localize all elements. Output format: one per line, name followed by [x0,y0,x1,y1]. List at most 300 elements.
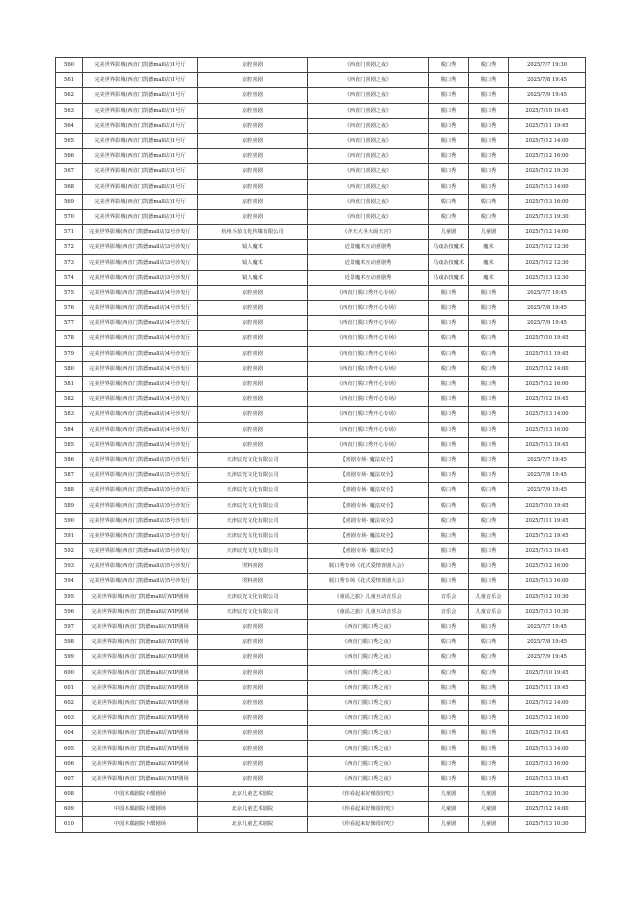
showtime-cell: 2025/7/12 14:00 [509,695,586,710]
organizer-cell: 天津辰光文化有限公司 [198,452,308,467]
showtime-cell: 2025/7/12 14:00 [509,361,586,376]
table-row [56,483,586,498]
show-title-cell: 《西直门喜剧之夜》 [308,103,429,118]
showtime-cell: 2025/7/12 16:00 [509,711,586,726]
venue-cell: 完美世界影城(西直门凯德mall店)1号厅 [83,103,198,118]
category-cell: 儿童剧 [429,802,469,817]
table-row [56,544,586,559]
row-number-cell: 610 [56,817,83,832]
venue-cell: 完美世界影城(西直门凯德mall店)1号厅 [83,149,198,164]
showtime-cell: 2025/7/12 10:30 [509,589,586,604]
category-cell: 脱口秀 [429,741,469,756]
schedule-table [55,57,586,833]
table-row [56,407,586,422]
show-title-cell: 《西直门脱口秀开心专场》 [308,301,429,316]
venue-cell: 完美世界影城(西直门凯德mall店)VIP剧场 [83,680,198,695]
venue-cell: 完美世界影城(西直门凯德mall店)5号沙发厅 [83,513,198,528]
category-cell: 脱口秀 [429,376,469,391]
venue-cell: 完美世界影城(西直门凯德mall店)3号沙发厅 [83,240,198,255]
subcategory-cell: 脱口秀 [469,346,509,361]
subcategory-cell: 脱口秀 [469,88,509,103]
table-row [56,376,586,391]
show-title-cell: 《西直门脱口秀开心专场》 [308,361,429,376]
show-title-cell: 《童谣之旅》儿童互动音乐会 [308,589,429,604]
venue-cell: 完美世界影城(西直门凯德mall店)1号厅 [83,58,198,73]
category-cell: 脱口秀 [429,437,469,452]
show-title-cell: 《西直门脱口秀之夜》 [308,756,429,771]
organizer-cell: 京腔喜剧 [198,376,308,391]
show-title-cell: 《西直门脱口秀开心专场》 [308,422,429,437]
row-number-cell: 576 [56,301,83,316]
row-number-cell: 582 [56,392,83,407]
showtime-cell: 2025/7/8 19:45 [509,635,586,650]
row-number-cell: 578 [56,331,83,346]
category-cell: 儿童剧 [429,225,469,240]
showtime-cell: 2025/7/12 14:00 [509,225,586,240]
table-row [56,301,586,316]
table-row [56,133,586,148]
table-row [56,270,586,285]
subcategory-cell: 脱口秀 [469,559,509,574]
category-cell: 儿童剧 [429,787,469,802]
show-title-cell: 《西直门喜剧之夜》 [308,73,429,88]
show-title-cell: 《西直门脱口秀开心专场》 [308,392,429,407]
showtime-cell: 2025/7/8 19:45 [509,301,586,316]
organizer-cell: 天津辰光文化有限公司 [198,544,308,559]
organizer-cell: 京腔喜剧 [198,726,308,741]
organizer-cell: 京腔喜剧 [198,695,308,710]
organizer-cell: 哭料喜剧 [198,574,308,589]
category-cell: 儿童剧 [429,817,469,832]
row-number-cell: 609 [56,802,83,817]
venue-cell: 完美世界影城(西直门凯德mall店)VIP剧场 [83,665,198,680]
category-cell: 脱口秀 [429,316,469,331]
organizer-cell: 京腔喜剧 [198,392,308,407]
subcategory-cell: 脱口秀 [469,118,509,133]
row-number-cell: 593 [56,559,83,574]
organizer-cell: 京腔喜剧 [198,619,308,634]
showtime-cell: 2025/7/9 19:45 [509,650,586,665]
organizer-cell: 京腔喜剧 [198,665,308,680]
organizer-cell: 天津辰光文化有限公司 [198,604,308,619]
venue-cell: 完美世界影城(西直门凯德mall店)4号沙发厅 [83,331,198,346]
showtime-cell: 2025/7/13 16:00 [509,194,586,209]
subcategory-cell: 脱口秀 [469,498,509,513]
show-title-cell: 《西直门脱口秀开心专场》 [308,331,429,346]
subcategory-cell: 脱口秀 [469,619,509,634]
venue-cell: 完美世界影城(西直门凯德mall店)5号沙发厅 [83,528,198,543]
organizer-cell: 哭料喜剧 [198,559,308,574]
subcategory-cell: 儿童音乐会 [469,589,509,604]
showtime-cell: 2025/7/12 10:30 [509,787,586,802]
venue-cell: 完美世界影城(西直门凯德mall店)4号沙发厅 [83,392,198,407]
subcategory-cell: 儿童剧 [469,225,509,240]
showtime-cell: 2025/7/13 14:00 [509,407,586,422]
row-number-cell: 575 [56,285,83,300]
row-number-cell: 589 [56,498,83,513]
subcategory-cell: 脱口秀 [469,103,509,118]
subcategory-cell: 脱口秀 [469,164,509,179]
table-row [56,437,586,452]
subcategory-cell: 儿童剧 [469,802,509,817]
organizer-cell: 京腔喜剧 [198,422,308,437]
subcategory-cell: 脱口秀 [469,149,509,164]
table-row [56,528,586,543]
showtime-cell: 2025/7/11 19:45 [509,680,586,695]
venue-cell: 完美世界影城(西直门凯德mall店)1号厅 [83,194,198,209]
showtime-cell: 2025/7/13 19:30 [509,209,586,224]
venue-cell: 完美世界影城(西直门凯德mall店)4号沙发厅 [83,346,198,361]
organizer-cell: 京腔喜剧 [198,285,308,300]
venue-cell: 完美世界影城(西直门凯德mall店)4号沙发厅 [83,301,198,316]
show-title-cell: 《西直门喜剧之夜》 [308,58,429,73]
category-cell: 脱口秀 [429,301,469,316]
subcategory-cell: 魔术 [469,270,509,285]
showtime-cell: 2025/7/13 10:30 [509,817,586,832]
row-number-cell: 590 [56,513,83,528]
subcategory-cell: 脱口秀 [469,771,509,786]
row-number-cell: 600 [56,665,83,680]
venue-cell: 完美世界影城(西直门凯德mall店)VIP剧场 [83,695,198,710]
venue-cell: 完美世界影城(西直门凯德mall店)VIP剧场 [83,635,198,650]
row-number-cell: 560 [56,58,83,73]
venue-cell: 完美世界影城(西直门凯德mall店)VIP剧场 [83,771,198,786]
table-row [56,741,586,756]
row-number-cell: 608 [56,787,83,802]
category-cell: 脱口秀 [429,361,469,376]
category-cell: 脱口秀 [429,407,469,422]
show-title-cell: 《西直门脱口秀开心专场》 [308,316,429,331]
venue-cell: 完美世界影城(西直门凯德mall店)VIP剧场 [83,619,198,634]
category-cell: 脱口秀 [429,756,469,771]
show-title-cell: 《你看起来好像很好吃》 [308,802,429,817]
category-cell: 音乐会 [429,589,469,604]
row-number-cell: 597 [56,619,83,634]
organizer-cell: 天津辰光文化有限公司 [198,498,308,513]
subcategory-cell: 脱口秀 [469,468,509,483]
show-title-cell: 《西直门脱口秀之夜》 [308,665,429,680]
category-cell: 脱口秀 [429,468,469,483]
subcategory-cell: 脱口秀 [469,316,509,331]
showtime-cell: 2025/7/13 10:30 [509,604,586,619]
row-number-cell: 572 [56,240,83,255]
venue-cell: 完美世界影城(西直门凯德mall店)4号沙发厅 [83,422,198,437]
organizer-cell: 京腔喜剧 [198,164,308,179]
organizer-cell: 京腔喜剧 [198,149,308,164]
row-number-cell: 599 [56,650,83,665]
organizer-cell: 镜人魔术 [198,240,308,255]
show-title-cell: 【喜剧专场· 魔法双全】 [308,513,429,528]
venue-cell: 完美世界影城(西直门凯德mall店)5号沙发厅 [83,544,198,559]
organizer-cell: 京腔喜剧 [198,650,308,665]
showtime-cell: 2025/7/10 19:45 [509,498,586,513]
row-number-cell: 602 [56,695,83,710]
showtime-cell: 2025/7/8 19:45 [509,73,586,88]
show-title-cell: 《童谣之旅》儿童互动音乐会 [308,604,429,619]
venue-cell: 完美世界影城(西直门凯德mall店)3号沙发厅 [83,255,198,270]
table-row [56,695,586,710]
venue-cell: 完美世界影城(西直门凯德mall店)VIP剧场 [83,604,198,619]
row-number-cell: 587 [56,468,83,483]
organizer-cell: 京腔喜剧 [198,301,308,316]
table-row [56,209,586,224]
row-number-cell: 574 [56,270,83,285]
row-number-cell: 604 [56,726,83,741]
category-cell: 脱口秀 [429,88,469,103]
category-cell: 脱口秀 [429,528,469,543]
venue-cell: 完美世界影城(西直门凯德mall店)1号厅 [83,118,198,133]
row-number-cell: 598 [56,635,83,650]
venue-cell: 完美世界影城(西直门凯德mall店)VIP剧场 [83,726,198,741]
showtime-cell: 2025/7/12 16:00 [509,376,586,391]
showtime-cell: 2025/7/12 19:45 [509,528,586,543]
category-cell: 音乐会 [429,604,469,619]
show-title-cell: 《西直门脱口秀之夜》 [308,741,429,756]
organizer-cell: 京腔喜剧 [198,58,308,73]
organizer-cell: 天津辰光文化有限公司 [198,468,308,483]
showtime-cell: 2025/7/10 19:45 [509,103,586,118]
organizer-cell: 京腔喜剧 [198,73,308,88]
showtime-cell: 2025/7/12 19:45 [509,726,586,741]
show-title-cell: 脱口秀专场《花式爱情喜剧大会》 [308,559,429,574]
table-row [56,346,586,361]
venue-cell: 完美世界影城(西直门凯德mall店)1号厅 [83,164,198,179]
organizer-cell: 京腔喜剧 [198,635,308,650]
showtime-cell: 2025/7/9 19:45 [509,483,586,498]
showtime-cell: 2025/7/9 19:45 [509,88,586,103]
venue-cell: 完美世界影城(西直门凯德mall店)5号沙发厅 [83,468,198,483]
show-title-cell: 《西直门脱口秀开心专场》 [308,376,429,391]
row-number-cell: 581 [56,376,83,391]
organizer-cell: 天津辰光文化有限公司 [198,528,308,543]
category-cell: 脱口秀 [429,58,469,73]
organizer-cell: 京腔喜剧 [198,361,308,376]
category-cell: 脱口秀 [429,726,469,741]
table-row [56,149,586,164]
show-title-cell: 《西直门脱口秀开心专场》 [308,285,429,300]
category-cell: 马戏杂技魔术 [429,240,469,255]
venue-cell: 完美世界影城(西直门凯德mall店)5号沙发厅 [83,559,198,574]
showtime-cell: 2025/7/13 12:30 [509,270,586,285]
show-title-cell: 【喜剧专场· 魔法双全】 [308,483,429,498]
table-row [56,756,586,771]
row-number-cell: 588 [56,483,83,498]
venue-cell: 完美世界影城(西直门凯德mall店)5号沙发厅 [83,574,198,589]
subcategory-cell: 脱口秀 [469,756,509,771]
venue-cell: 完美世界影城(西直门凯德mall店)VIP剧场 [83,711,198,726]
category-cell: 脱口秀 [429,73,469,88]
table-row [56,589,586,604]
show-title-cell: 【喜剧专场· 魔法双全】 [308,544,429,559]
subcategory-cell: 脱口秀 [469,741,509,756]
organizer-cell: 京腔喜剧 [198,133,308,148]
show-title-cell: 《西直门喜剧之夜》 [308,118,429,133]
row-number-cell: 569 [56,194,83,209]
row-number-cell: 583 [56,407,83,422]
venue-cell: 完美世界影城(西直门凯德mall店)1号厅 [83,73,198,88]
table-row [56,574,586,589]
row-number-cell: 566 [56,149,83,164]
table-row [56,240,586,255]
show-title-cell: 《西直门喜剧之夜》 [308,149,429,164]
showtime-cell: 2025/7/12 14:00 [509,802,586,817]
category-cell: 脱口秀 [429,680,469,695]
table-row [56,164,586,179]
venue-cell: 完美世界影城(西直门凯德mall店)4号沙发厅 [83,437,198,452]
row-number-cell: 565 [56,133,83,148]
subcategory-cell: 脱口秀 [469,665,509,680]
category-cell: 脱口秀 [429,118,469,133]
organizer-cell: 京腔喜剧 [198,103,308,118]
showtime-cell: 2025/7/13 19:45 [509,771,586,786]
table-row [56,787,586,802]
venue-cell: 完美世界影城(西直门凯德mall店)1号厅 [83,179,198,194]
showtime-cell: 2025/7/11 19:45 [509,118,586,133]
row-number-cell: 592 [56,544,83,559]
show-title-cell: 《西直门喜剧之夜》 [308,88,429,103]
table-row [56,73,586,88]
row-number-cell: 571 [56,225,83,240]
venue-cell: 完美世界影城(西直门凯德mall店)1号厅 [83,88,198,103]
subcategory-cell: 脱口秀 [469,133,509,148]
table-row [56,559,586,574]
subcategory-cell: 脱口秀 [469,513,509,528]
show-title-cell: 《西直门脱口秀之夜》 [308,726,429,741]
row-number-cell: 567 [56,164,83,179]
subcategory-cell: 儿童剧 [469,817,509,832]
row-number-cell: 573 [56,255,83,270]
showtime-cell: 2025/7/11 19:45 [509,513,586,528]
show-title-cell: 近景魔术互动喜剧秀 [308,240,429,255]
row-number-cell: 606 [56,756,83,771]
organizer-cell: 京腔喜剧 [198,316,308,331]
organizer-cell: 京腔喜剧 [198,437,308,452]
category-cell: 脱口秀 [429,209,469,224]
subcategory-cell: 脱口秀 [469,650,509,665]
category-cell: 脱口秀 [429,559,469,574]
show-title-cell: 近景魔术互动喜剧秀 [308,255,429,270]
organizer-cell: 京腔喜剧 [198,88,308,103]
subcategory-cell: 脱口秀 [469,452,509,467]
row-number-cell: 584 [56,422,83,437]
showtime-cell: 2025/7/12 19:45 [509,392,586,407]
subcategory-cell: 魔术 [469,255,509,270]
table-row [56,513,586,528]
table-row [56,118,586,133]
venue-cell: 完美世界影城(西直门凯德mall店)1号厅 [83,133,198,148]
subcategory-cell: 脱口秀 [469,528,509,543]
organizer-cell: 北京儿童艺术剧院 [198,802,308,817]
showtime-cell: 2025/7/12 19:30 [509,164,586,179]
table-row [56,680,586,695]
organizer-cell: 京腔喜剧 [198,741,308,756]
subcategory-cell: 脱口秀 [469,376,509,391]
showtime-cell: 2025/7/13 16:00 [509,422,586,437]
show-title-cell: 近景魔术互动喜剧秀 [308,270,429,285]
category-cell: 脱口秀 [429,452,469,467]
showtime-cell: 2025/7/9 19:45 [509,316,586,331]
subcategory-cell: 脱口秀 [469,179,509,194]
showtime-cell: 2025/7/12 16:00 [509,559,586,574]
show-title-cell: 《齐天大圣大闹天宫》 [308,225,429,240]
category-cell: 脱口秀 [429,179,469,194]
venue-cell: 完美世界影城(西直门凯德mall店)4号沙发厅 [83,361,198,376]
show-title-cell: 《你看起来好像很好吃》 [308,817,429,832]
category-cell: 脱口秀 [429,650,469,665]
table-row [56,422,586,437]
category-cell: 脱口秀 [429,635,469,650]
subcategory-cell: 脱口秀 [469,422,509,437]
category-cell: 脱口秀 [429,695,469,710]
row-number-cell: 605 [56,741,83,756]
subcategory-cell: 脱口秀 [469,392,509,407]
subcategory-cell: 脱口秀 [469,695,509,710]
showtime-cell: 2025/7/13 19:45 [509,544,586,559]
venue-cell: 完美世界影城(西直门凯德mall店)VIP剧场 [83,741,198,756]
showtime-cell: 2025/7/13 14:00 [509,179,586,194]
table-row [56,635,586,650]
row-number-cell: 564 [56,118,83,133]
subcategory-cell: 脱口秀 [469,407,509,422]
show-title-cell: 《西直门脱口秀开心专场》 [308,346,429,361]
subcategory-cell: 脱口秀 [469,73,509,88]
subcategory-cell: 脱口秀 [469,711,509,726]
show-title-cell: 《西直门脱口秀开心专场》 [308,437,429,452]
subcategory-cell: 脱口秀 [469,635,509,650]
show-title-cell: 《你看起来好像很好吃》 [308,787,429,802]
showtime-cell: 2025/7/7 19:30 [509,58,586,73]
show-title-cell: 【喜剧专场· 魔法双全】 [308,498,429,513]
organizer-cell: 天津辰光文化有限公司 [198,589,308,604]
table-row [56,468,586,483]
venue-cell: 中国木偶剧院卡酷剧场 [83,817,198,832]
schedule-table-body [56,58,586,833]
venue-cell: 完美世界影城(西直门凯德mall店)5号沙发厅 [83,452,198,467]
category-cell: 脱口秀 [429,149,469,164]
showtime-cell: 2025/7/13 14:00 [509,741,586,756]
table-row [56,331,586,346]
table-row [56,88,586,103]
show-title-cell: 《西直门脱口秀开心专场》 [308,407,429,422]
show-title-cell: 《西直门脱口秀之夜》 [308,695,429,710]
showtime-cell: 2025/7/10 19:45 [509,665,586,680]
category-cell: 脱口秀 [429,574,469,589]
subcategory-cell: 脱口秀 [469,726,509,741]
subcategory-cell: 魔术 [469,240,509,255]
table-row [56,392,586,407]
showtime-cell: 2025/7/13 19:45 [509,437,586,452]
row-number-cell: 561 [56,73,83,88]
organizer-cell: 京腔喜剧 [198,756,308,771]
venue-cell: 完美世界影城(西直门凯德mall店)4号沙发厅 [83,407,198,422]
category-cell: 脱口秀 [429,483,469,498]
subcategory-cell: 脱口秀 [469,574,509,589]
table-row [56,103,586,118]
show-title-cell: 《西直门脱口秀之夜》 [308,650,429,665]
row-number-cell: 563 [56,103,83,118]
category-cell: 脱口秀 [429,103,469,118]
showtime-cell: 2025/7/12 14:00 [509,133,586,148]
show-title-cell: 【喜剧专场· 魔法双全】 [308,452,429,467]
subcategory-cell: 脱口秀 [469,194,509,209]
show-title-cell: 【喜剧专场· 魔法双全】 [308,528,429,543]
subcategory-cell: 脱口秀 [469,301,509,316]
subcategory-cell: 脱口秀 [469,483,509,498]
table-row [56,665,586,680]
showtime-cell: 2025/7/7 19:45 [509,285,586,300]
venue-cell: 完美世界影城(西直门凯德mall店)4号沙发厅 [83,285,198,300]
table-row [56,361,586,376]
